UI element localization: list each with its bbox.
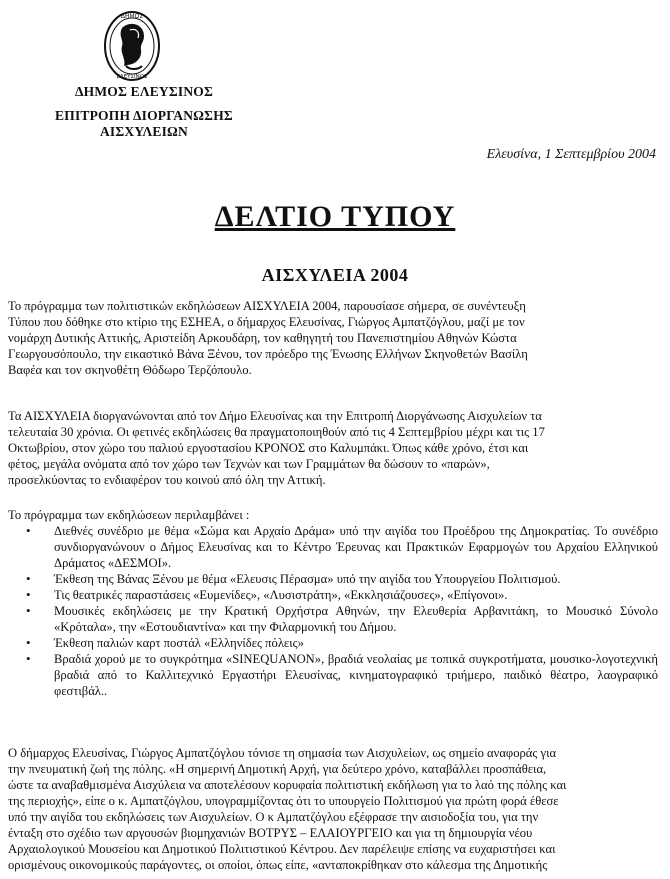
paragraph-line: Τα ΑΙΣΧΥΛΕΙΑ διοργανώνονται από τον Δήμο Ελευσίνας και την Επιτροπή Διοργάνωσης Αισχυλείων τα [8,409,542,423]
paragraph-line: νομάρχη Δυτικής Αττικής, Αριστείδη Αρκουδάρη, τον καθηγητή του Πανεπιστημίου Αθηνών Κώστα [8,331,517,345]
paragraph-line: Τύπου που δόθηκε στο κτίριο της ΕΣΗΕΑ, ο δήμαρχος Ελευσίνας, Γιώργος Αμπατζόγλου, μαζί με τον [8,315,525,329]
document-title: ΔΕΛΤΙΟ ΤΥΠΟΥ [214,200,456,233]
seal-text-bottom: ΕΛΕΥΣΙΝΟΣ [116,74,148,80]
document-subtitle: ΑΙΣΧΥΛΕΙΑ 2004 [261,265,409,285]
paragraph-line: Το πρόγραμμα των πολιτιστικών εκδηλώσεων ΑΙΣΧΥΛΕΙΑ 2004, παρουσίασε σήμερα, σε συνέντευξη [8,299,526,313]
municipality-name: ΔΗΜΟΣ ΕΛΕΥΣΙΝΟΣ [75,84,213,99]
municipal-seal-icon [100,6,164,86]
program-item: • Βραδιά χορού με το συγκρότημα «SINEQUANON», βραδιά νεολαίας με τοπικά συγκροτήματα, μουσικο-λογοτεχνική βραδιά από το Καλλιτεχνικό Εργαστήρι Ελευσίνας, κινηματογραφικό τριήμερο, παιδικό θέατρο, λαογραφικό φεστιβάλ.. [26,651,658,699]
paragraph-line: Ο δήμαρχος Ελευσίνας, Γιώργος Αμπατζόγλου τόνισε τη σημασία των Αισχυλείων, ως σημείο αναφοράς για [8,746,557,760]
paragraph-organization [8,408,658,488]
program-intro: Το πρόγραμμα των εκδηλώσεων περιλαμβάνει : [8,508,250,522]
program-item: • Έκθεση παλιών καρτ ποστάλ «Ελληνίδες πόλεις» [26,635,658,651]
paragraph-line: φέτος, μεγάλα ονόματα από τον χώρο των Τεχνών και των Γραμμάτων θα δώσουν το «παρών», [8,457,490,471]
dateline: Ελευσίνα, 1 Σεπτεμβρίου 2004 [486,147,656,162]
paragraph-line: Γεωργουσόπουλο, την εικαστικό Βάνα Ξένου, τον πρόεδρο της Ένωσης Ελλήνων Σκηνοθετών Βασίλη [8,347,528,361]
paragraph-line: προσελκύοντας το ενδιαφέρον του κοινού από όλη την Αττική. [8,473,326,487]
paragraph-line: ένταξη στο σχέδιο των αργουσών βιομηχανιών ΒΟΤΡΥΣ – ΕΛΑΙΟΥΡΓΕΙΟ και για τη δημιουργία νέου [8,826,533,840]
paragraph-intro [8,298,658,378]
program-item: • Διεθνές συνέδριο με θέμα «Σώμα και Αρχαίο Δράμα» υπό την αιγίδα του Προέδρου της Δημοκρατίας. Το συνέδριο συνδιοργανώνουν ο Δήμος Ελευσίνας και το Κέντρο Έρευνας και Πρακτικών Εφαρμογών του Αρχαίου Ελληνικού Δράματος «ΔΕΣΜΟΙ». [26,523,658,571]
program-list [26,523,658,699]
seal-text-top: ΔΗΜΟΣ [120,13,144,20]
paragraph-line: της περιοχής», είπε ο κ. Αμπατζόγλου, υπογραμμίζοντας ότι το υπουργείο Πολιτισμού για πρώτη φορά έθεσε [8,794,559,808]
paragraph-mayor-statement [8,745,658,873]
paragraph-line: Οκτωβρίου, στον χώρο του παλιού εργοστασίου ΚΡΟΝΟΣ στο Καλυμπάκι. Όπως κάθε χρόνο, έτσι και [8,441,529,455]
paragraph-line: τελευταία 30 χρόνια. Οι φετινές εκδηλώσεις θα πραγματοποιηθούν από τις 4 Σεπτεμβρίου μέχρι και τις 17 [8,425,545,439]
paragraph-line: ορισμένους οικονομικούς παράγοντες, οι οποίοι, όπως είπε, «ανταποκρίθηκαν στο κάλεσμα της Δημοτικής [8,858,548,872]
paragraph-line: Βαφέα και τον σκηνοθέτη Θόδωρο Τερζόπουλο. [8,363,252,377]
paragraph-line: υπό την αιγίδα του εκδηλώσεις των Αισχυλείων. Ο κ Αμπατζόγλου εξέφρασε την αισιοδοξία του, για την [8,810,539,824]
paragraph-line: ώστε τα αναβαθμισμένα Αισχύλεια να αποτελέσουν κορυφαία πολιτιστική εκδήλωση για το λαό της πόλης και [8,778,567,792]
program-item: • Έκθεση της Βάνας Ξένου με θέμα «Ελευσις Πέρασμα» υπό την αιγίδα του Υπουργείου Πολιτισμού. [26,571,658,587]
committee-name-line2: ΑΙΣΧΥΛΕΙΩΝ [99,124,189,139]
program-item: • Τις θεατρικές παραστάσεις «Ευμενίδες», «Λυσιστράτη», «Εκκλησιάζουσες», «Επίγονοι». [26,587,658,603]
paragraph-line: την πνευματική ζωή της πόλης. «Η σημερινή Δημοτική Αρχή, για δεύτερο χρόνο, καταβάλλει προσπάθεια, [8,762,547,776]
program-item: • Μουσικές εκδηλώσεις με την Κρατική Ορχήστρα Αθηνών, την Ελευθερία Αρβανιτάκη, το Μουσικό Σύνολο «Κρόταλα», την «Εστουδιαντίνα» και την Φιλαρμονική του Δήμου. [26,603,658,635]
committee-name-line1: ΕΠΙΤΡΟΠΗ ΔΙΟΡΓΑΝΩΣΗΣ [55,108,233,123]
paragraph-line: Αρχαιολογικού Μουσείου και Δημοτικού Πολιτιστικού Κέντρου. Δεν παρέλειψε επίσης να ευχαριστήσει και [8,842,556,856]
